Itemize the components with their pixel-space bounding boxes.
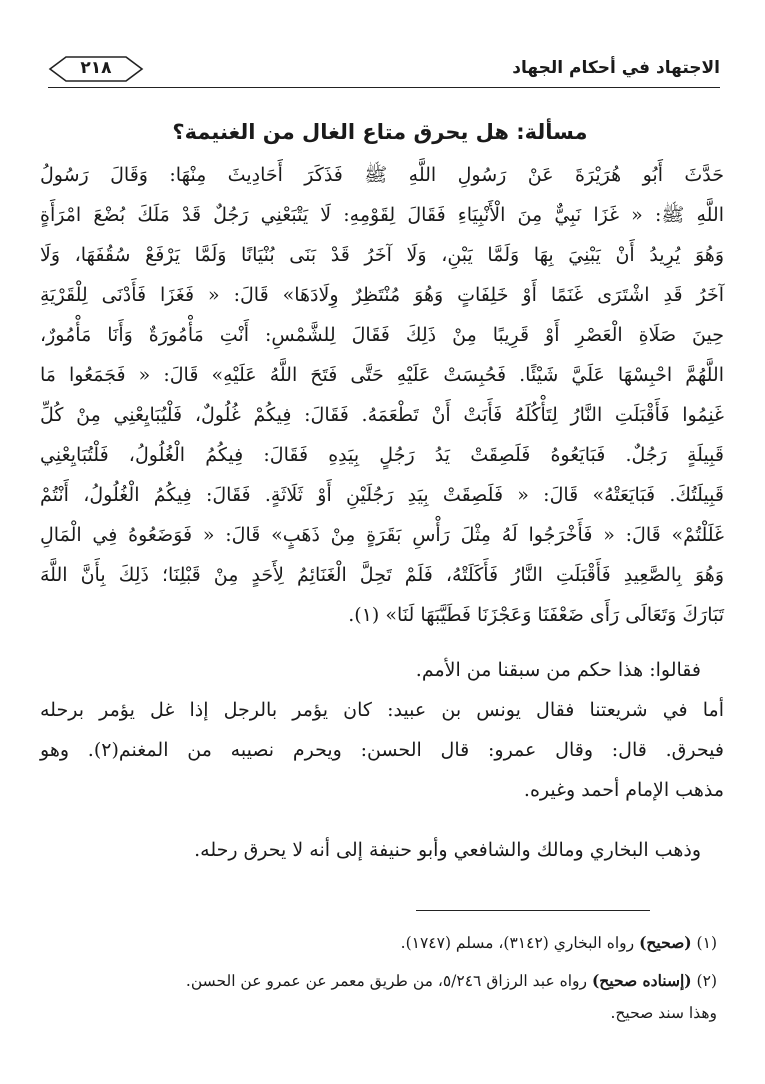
hadith-line: وَهُوَ يُرِيدُ أَنْ يَبْنِيَ بِهَا وَلَمَّا يَبْنِ، وَلَا آخَرُ قَدْ بَنَى بُنْيَانًا وَلَمَّا يَرْفَعْ سُقُفَهَا، وَلَا <box>40 244 724 266</box>
footnote-marker: (١) <box>696 934 717 952</box>
page-number-badge <box>48 55 144 83</box>
paragraph-line: فيحرق. قال: وقال عمرو: قال الحسن: ويحرم نصيبه من المغنم(٢). وهو <box>40 739 724 761</box>
hadith-line: غَلَلْتُمْ» قَالَ: « فَأَخْرَجُوا لَهُ مِثْلَ رَأْسِ بَقَرَةٍ مِنْ ذَهَبٍ» قَالَ: « فَوَضَعُوهُ فِي الْمَالِ <box>40 524 724 546</box>
hadith-line: آخَرُ قَدِ اشْتَرَى غَنَمًا أَوْ خَلِفَاتٍ وَهُوَ مُنْتَظِرٌ وِلَادَهَا» قَالَ: « فَغَزَا فَأَدْنَى لِلْقَرْيَةِ <box>40 284 724 306</box>
hadith-line: اللَّهُمَّ احْبِسْهَا عَلَيَّ شَيْئًا. فَحُبِسَتْ عَلَيْهِ حَتَّى فَتَحَ اللَّهُ عَلَيْهِ» قَالَ: « فَجَمَعُوا مَا <box>40 364 724 386</box>
header-divider <box>48 87 720 88</box>
paragraph-line: أما في شريعتنا فقال يونس بن عبيد: كان يؤمر بالرجل إذا غل يؤمر برحله <box>40 699 724 721</box>
hadith-line: تَبَارَكَ وَتَعَالَى رَأَى ضَعْفَنَا وَعَجْزَنَا فَطَيَّبَهَا لَنَا» (١). <box>348 604 724 626</box>
hadith-line: قَبِيلَتُكَ. فَبَايَعَتْهُ» قَالَ: « فَلَصِقَتْ بِيَدِ رَجُلَيْنِ أَوْ ثَلَاثَةٍ. فَقَالَ: فِيكُمُ الْغُلُولُ، أَنْتُمْ <box>40 484 724 506</box>
hadith-line: اللَّهِ ﷺ: « غَزَا نَبِيٌّ مِنَ الْأَنْبِيَاءِ فَقَالَ لِقَوْمِهِ: لَا يَتْبَعْنِي رَجُلٌ قَدْ مَلَكَ بُضْعَ امْرَأَةٍ <box>40 204 724 226</box>
page-header <box>48 50 720 90</box>
question-heading: مسألة: هل يحرق متاع الغال من الغنيمة؟ <box>172 120 588 144</box>
footnote-text: وهذا سند صحيح. <box>610 1004 717 1022</box>
footnote-1 <box>401 928 717 958</box>
paragraph-other-scholars: وذهب البخاري ومالك والشافعي وأبو حنيفة إلى أنه لا يحرق رحله. <box>194 839 701 861</box>
footnote-2 <box>186 966 717 996</box>
hadith-line: قَبِيلَةٍ رَجُلٌ. فَبَايَعُوهُ فَلَصِقَتْ يَدُ رَجُلٍ بِيَدِهِ فَقَالَ: فِيكُمُ الْغُلُولُ، فَلْتُبَايِعْنِي <box>40 444 724 466</box>
hadith-line: غَنِمُوا فَأَقْبَلَتِ النَّارُ لِتَأْكُلَهُ فَأَبَتْ أَنْ تَطْعَمَهُ. فَقَالَ: فِيكُمْ غُلُولٌ، فَلْيُبَايِعْنِي مِنْ كُلِّ <box>40 404 724 426</box>
paragraph-previous-nations: فقالوا: هذا حكم من سبقنا من الأمم. <box>415 659 701 681</box>
footnote-marker: (٢) <box>696 972 717 990</box>
footnote-text: رواه البخاري (٣١٤٢)، مسلم (١٧٤٧). <box>400 934 635 952</box>
footnote-text: رواه عبد الرزاق ٥/٢٤٦، من طريق معمر عن عمرو عن الحسن. <box>185 972 588 990</box>
paragraph-line: مذهب الإمام أحمد وغيره. <box>523 779 724 801</box>
footnote-grade: (صحيح) <box>639 933 692 952</box>
footnote-2-continued <box>610 998 717 1028</box>
hadith-line: حِينَ صَلَاةِ الْعَصْرِ أَوْ قَرِيبًا مِنْ ذَلِكَ فَقَالَ لِلشَّمْسِ: أَنْتِ مَأْمُورَةٌ وَأَنَا مَأْمُورٌ، <box>40 324 724 346</box>
footnote-grade: (إسناده صحيح) <box>591 971 692 990</box>
hadith-line: حَدَّثَ أَبُو هُرَيْرَةَ عَنْ رَسُولِ اللَّهِ ﷺ فَذَكَرَ أَحَادِيثَ مِنْهَا: وَقَالَ رَسُولُ <box>40 164 724 186</box>
hadith-line: وَهُوَ بِالصَّعِيدِ فَأَقْبَلَتِ النَّارُ فَأَكَلَتْهُ، فَلَمْ تَحِلَّ الْغَنَائِمُ لِأَحَدٍ مِنْ قَبْلِنَا؛ ذَلِكَ بِأَنَّ اللَّهَ <box>40 564 724 586</box>
book-title: الاجتهاد في أحكام الجهاد <box>512 58 720 78</box>
footnote-divider <box>416 910 650 911</box>
page-number: ٢١٨ <box>80 58 112 78</box>
